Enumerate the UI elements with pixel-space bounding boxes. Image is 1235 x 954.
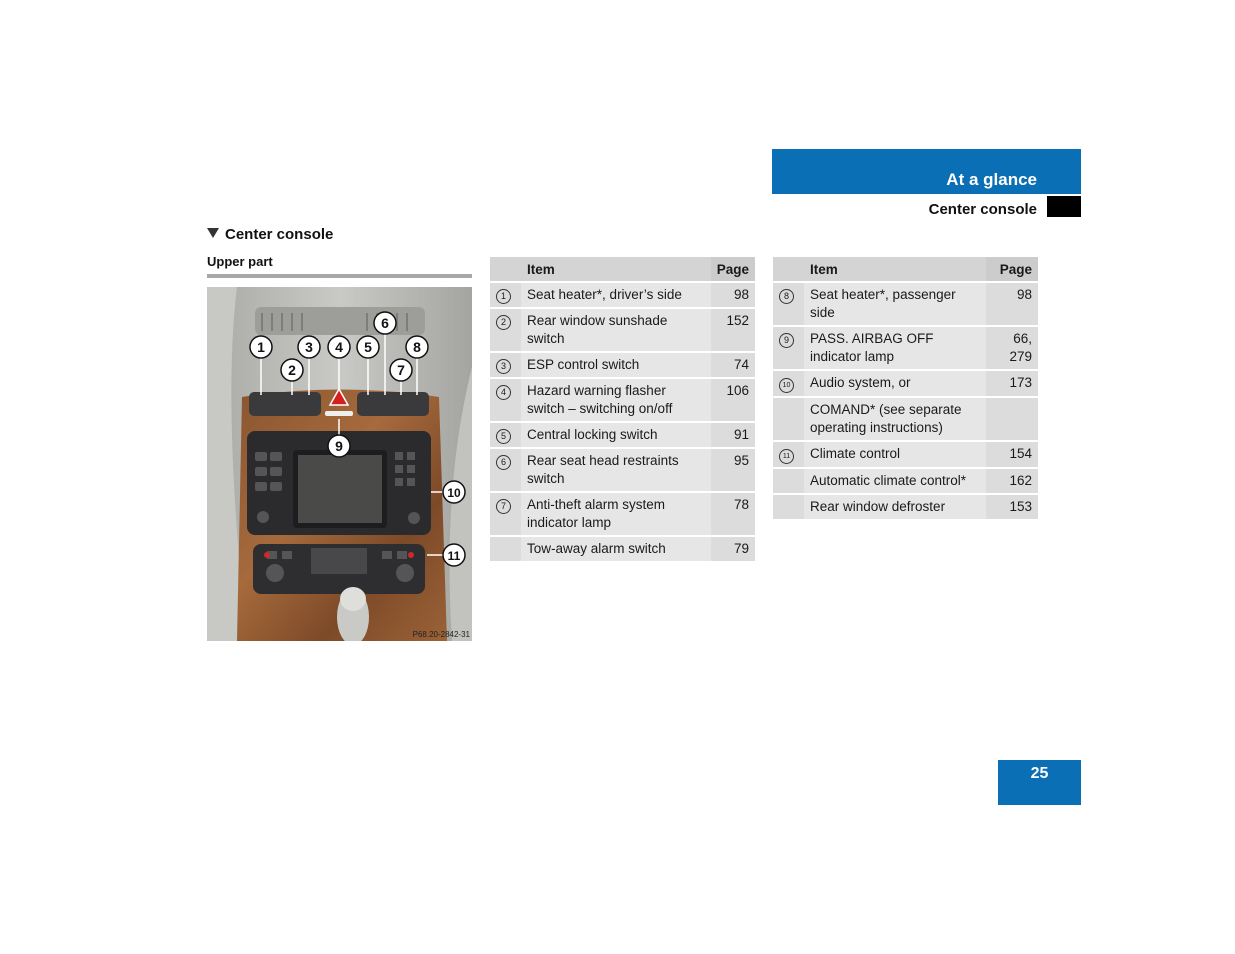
table-row (490, 308, 755, 352)
header-page: Page (711, 257, 755, 282)
item-label: Rear window sunshade switch (521, 308, 711, 352)
callout-6 (374, 312, 396, 334)
table-row (773, 397, 1038, 441)
item-page: 79 (711, 536, 755, 561)
item-label: Hazard warning flasher switch – switching on/off (521, 378, 711, 422)
chapter-band (772, 149, 1081, 194)
section-heading (207, 226, 333, 243)
svg-text:2: 2 (288, 362, 296, 378)
item-page: 74 (711, 352, 755, 378)
section-heading-text: Center console (225, 226, 334, 243)
callout-5 (357, 336, 379, 358)
table-row (773, 468, 1038, 494)
triangle-bullet-icon (207, 228, 219, 238)
item-page: 98 (986, 282, 1038, 326)
table-row (490, 378, 755, 422)
item-label: Audio system, or (804, 370, 986, 397)
item-page: 95 (711, 448, 755, 492)
item-number: 6 (496, 455, 511, 470)
item-page: 153 (986, 494, 1038, 519)
thumb-index-marker (1047, 196, 1081, 217)
item-label: Rear window defroster (804, 494, 986, 519)
chapter-title: At a glance (946, 170, 1037, 189)
header-page: Page (986, 257, 1038, 282)
callout-2 (281, 359, 303, 381)
item-page: 162 (986, 468, 1038, 494)
item-number: 9 (779, 333, 794, 348)
item-number: 5 (496, 429, 511, 444)
item-page: 154 (986, 441, 1038, 468)
figure-code: P68.20-2842-31 (412, 630, 470, 639)
item-number: 2 (496, 315, 511, 330)
table-row (490, 492, 755, 536)
table-row (773, 370, 1038, 397)
page-subtitle (772, 196, 1046, 218)
table-row (490, 422, 755, 448)
table-row (490, 448, 755, 492)
table-row (773, 326, 1038, 370)
item-number: 10 (779, 378, 794, 393)
table-row (773, 441, 1038, 468)
item-number: 4 (496, 385, 511, 400)
svg-text:7: 7 (397, 362, 405, 378)
item-label: Rear seat head restraints switch (521, 448, 711, 492)
svg-text:5: 5 (364, 339, 372, 355)
item-label: Tow-away alarm switch (521, 536, 711, 561)
items-table-left (490, 257, 755, 561)
svg-text:9: 9 (335, 438, 343, 454)
header-item: Item (804, 257, 986, 282)
svg-text:1: 1 (257, 339, 265, 355)
item-label: Climate control (804, 441, 986, 468)
item-page: 98 (711, 282, 755, 308)
center-console-photo (207, 287, 472, 641)
header-item: Item (521, 257, 711, 282)
item-label: Seat heater*, driver’s side (521, 282, 711, 308)
page-subtitle-text: Center console (928, 201, 1037, 218)
item-label: Seat heater*, passenger side (804, 282, 986, 326)
callout-10 (443, 481, 465, 503)
item-label: Anti-theft alarm system indicator lamp (521, 492, 711, 536)
header-num (773, 257, 804, 282)
table-row (490, 352, 755, 378)
svg-text:11: 11 (447, 549, 461, 563)
item-page: 78 (711, 492, 755, 536)
svg-text:6: 6 (381, 315, 389, 331)
callout-4 (328, 336, 350, 358)
item-page: 91 (711, 422, 755, 448)
items-table-right (773, 257, 1038, 519)
item-label: Central locking switch (521, 422, 711, 448)
item-page: 173 (986, 370, 1038, 397)
item-page: 66, 279 (986, 326, 1038, 370)
page-number: 25 (998, 760, 1081, 805)
header-num (490, 257, 521, 282)
item-label: COMAND* (see separate operating instructions) (804, 397, 986, 441)
subsection-heading: Upper part (207, 254, 472, 278)
table-row (773, 282, 1038, 326)
item-label: Automatic climate control* (804, 468, 986, 494)
item-number: 1 (496, 289, 511, 304)
table-row (490, 282, 755, 308)
item-page: 106 (711, 378, 755, 422)
item-number: 7 (496, 499, 511, 514)
callout-3 (298, 336, 320, 358)
item-number: 8 (779, 289, 794, 304)
callout-8 (406, 336, 428, 358)
callout-7 (390, 359, 412, 381)
svg-text:3: 3 (305, 339, 313, 355)
item-page (986, 397, 1038, 441)
callout-11 (443, 544, 465, 566)
item-number: 11 (779, 449, 794, 464)
callout-1 (250, 336, 272, 358)
callout-9 (328, 435, 350, 457)
svg-text:8: 8 (413, 339, 421, 355)
item-label: ESP control switch (521, 352, 711, 378)
table-row (490, 536, 755, 561)
item-page: 152 (711, 308, 755, 352)
svg-text:10: 10 (447, 486, 461, 500)
table-row (773, 494, 1038, 519)
item-label: PASS. AIRBAG OFF indicator lamp (804, 326, 986, 370)
item-number: 3 (496, 359, 511, 374)
svg-text:4: 4 (335, 339, 343, 355)
